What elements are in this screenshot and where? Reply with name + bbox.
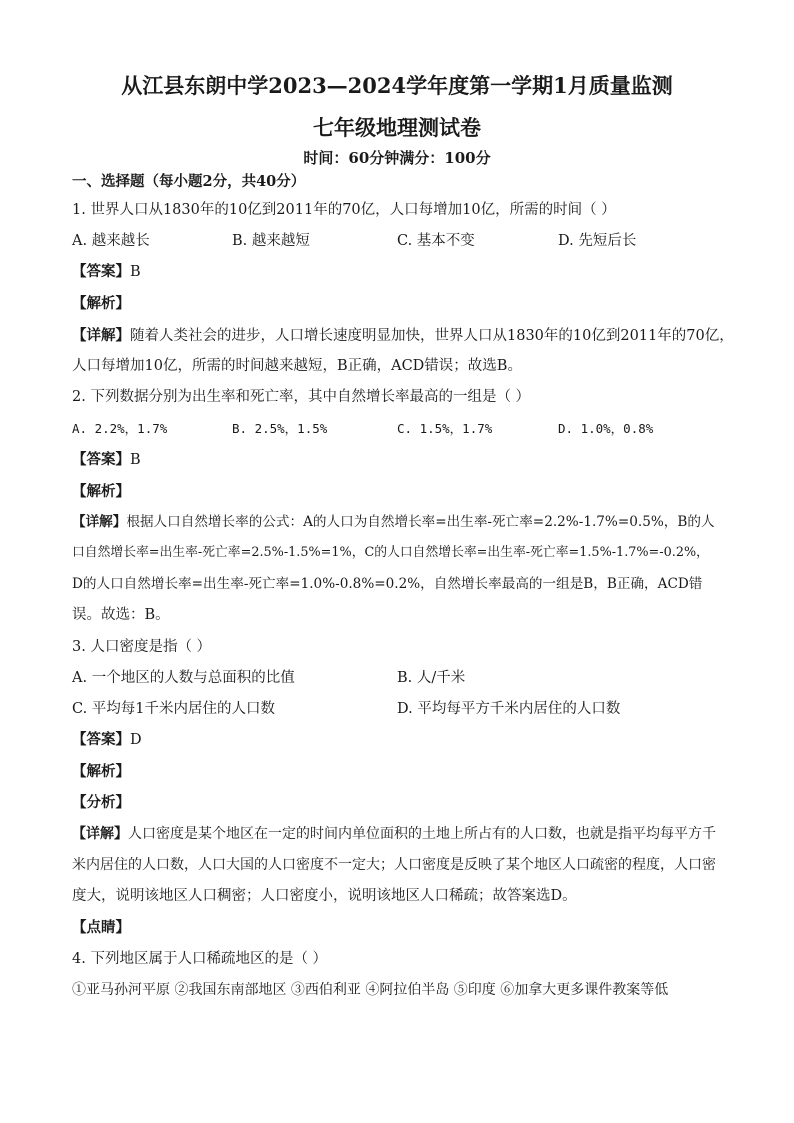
q2-detail-line-4: 误。故选：B。 [72,607,170,623]
q2-detail-line-2: 口自然增长率=出生率-死亡率=2.5%-1.5%=1%，C的人口自然增长率=出生率-死亡率=1.5%-1.7%=-0.2%， [72,545,709,560]
q3-analysis-label: 【解析】 [72,763,130,780]
q2-detail-line-3: D的人口自然增长率=出生率-死亡率=1.0%-0.8%=0.2%，自然增长率最高的一组是B，B正确，ACD错 [72,576,703,592]
page-subtitle: 七年级地理测试卷 [313,115,481,140]
q3-fenxi-label: 【分析】 [72,794,130,811]
q1-stem: 1. 世界人口从1830年的10亿到2011年的70亿，人口每增加10亿，所需的时间（ ） [72,202,616,218]
q1-detail-line-1 [72,326,734,346]
page-title: 从江县东朗中学2023—2024学年度第一学期1月质量监测 [121,73,673,98]
q3-answer [72,730,722,750]
q1-detail-line-2: 人口每增加10亿，所需的时间越来越短，B正确，ACD错误；故选B。 [72,358,522,374]
q2-option-b: B. 2.5%，1.5% [232,421,328,436]
q2-option-d: D. 1.0%，0.8% [558,421,654,436]
answer-label: 【答案】 [72,731,130,748]
q3-option-b: B. 人/千米 [397,670,466,686]
q2-analysis-label: 【解析】 [72,483,130,500]
q2-option-c: C. 1.5%，1.7% [397,421,493,436]
q2-stem: 2. 下列数据分别为出生率和死亡率，其中自然增长率最高的一组是（ ） [72,389,531,405]
q1-answer-value: B [130,264,141,280]
q2-option-a: A. 2.2%，1.7% [72,421,168,436]
q4-stem: 4. 下列地区属于人口稀疏地区的是（ ） [72,951,328,967]
q3-detail-line-2: 米内居住的人口数，人口大国的人口密度不一定大；人口密度是反映了某个地区人口疏密的程度，人口密 [72,857,716,873]
q3-detail-text-1: 人口密度是某个地区在一定的时间内单位面积的土地上所占有的人口数，也就是指平均每平方千 [128,826,716,842]
q2-detail-line-1 [72,512,722,532]
q2-detail-text-1: 根据人口自然增长率的公式：A的人口为自然增长率=出生率-死亡率=2.2%-1.7%=0.5%，B的人 [126,514,715,530]
detail-label: 【详解】 [72,514,127,530]
answer-label: 【答案】 [72,451,130,468]
q3-option-a: A. 一个地区的人数与总面积的比值 [72,670,295,686]
q3-detail-line-3: 度大，说明该地区人口稠密；人口密度小，说明该地区人口稀疏；故答案选D。 [72,888,577,904]
q4-items-line: ①亚马孙河平原 ②我国东南部地区 ③西伯利亚 ④阿拉伯半岛 ⑤印度 ⑥加拿大更多课件教案等低 [72,982,669,998]
q2-answer [72,450,722,470]
answer-label: 【答案】 [72,263,130,280]
q3-detail-line-1 [72,824,722,844]
q1-analysis-label: 【解析】 [72,295,130,312]
detail-label: 【详解】 [72,826,128,842]
q3-answer-value: D [130,732,142,748]
q1-option-b: B. 越来越短 [232,233,310,249]
q2-answer-value: B [130,452,141,468]
q3-stem: 3. 人口密度是指（ ） [72,639,212,655]
q1-option-c: C. 基本不变 [397,233,475,249]
q3-dianjing-label: 【点睛】 [72,919,130,936]
q3-option-d: D. 平均每平方千米内居住的人口数 [397,701,621,717]
q1-detail-text-1: 随着人类社会的进步，人口增长速度明显加快，世界人口从1830年的10亿到2011年的70亿， [130,328,734,344]
q1-option-d: D. 先短后长 [558,233,637,249]
detail-label: 【详解】 [72,327,130,344]
section-title: 一、选择题（每小题2分，共40分） [72,173,306,190]
time-score-line: 时间：60分钟满分：100分 [303,149,491,167]
q1-answer [72,262,722,282]
q3-option-c: C. 平均每1千米内居住的人口数 [72,701,276,717]
q1-option-a: A. 越来越长 [72,233,150,249]
